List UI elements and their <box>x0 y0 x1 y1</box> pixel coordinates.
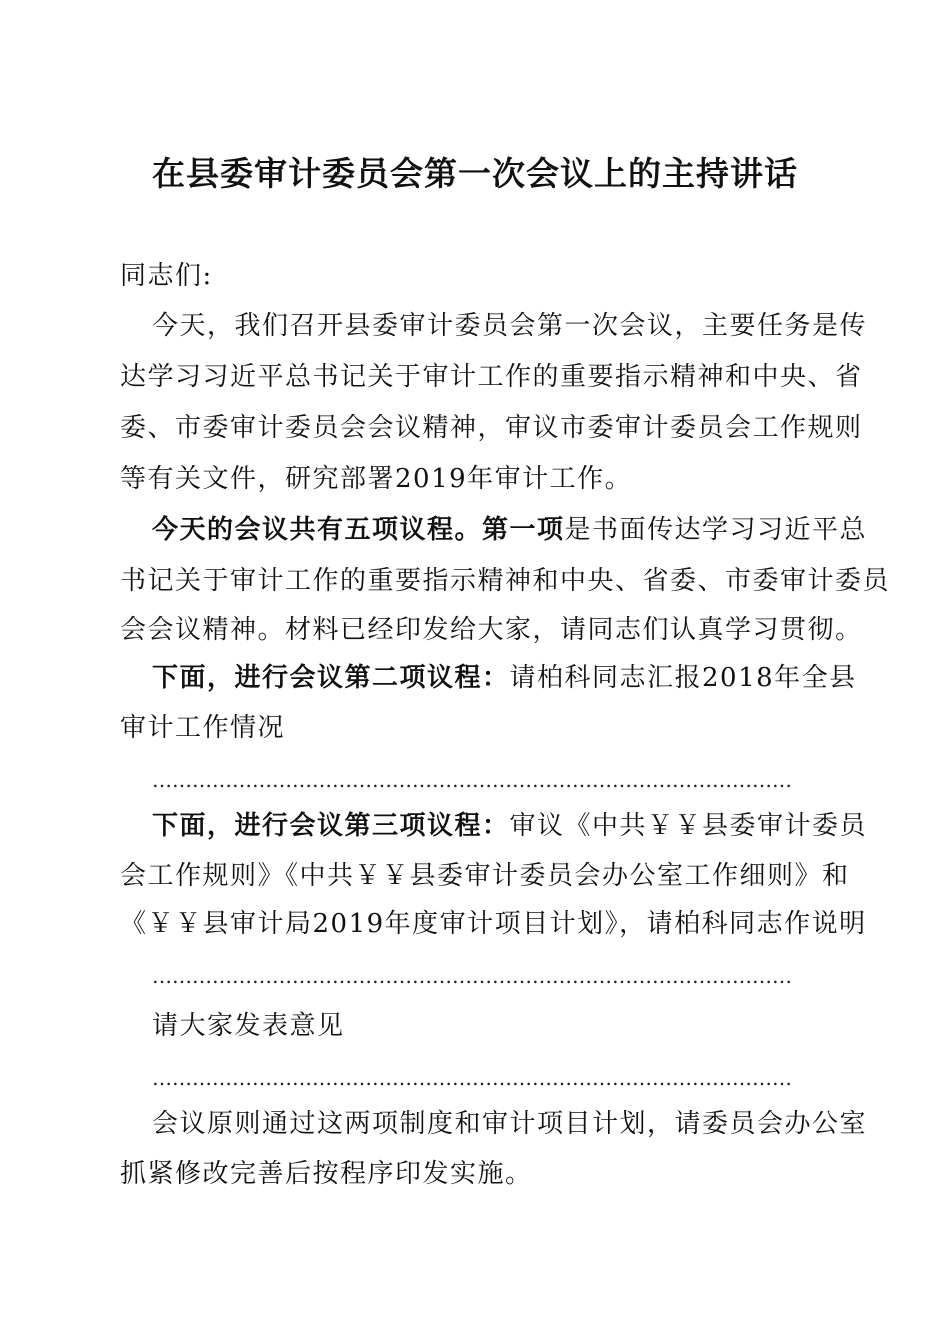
second-item-bold: 下面，进行会议第二项议程： <box>152 663 510 693</box>
paragraph-2-line-1 <box>152 512 867 548</box>
paragraph-6-line-1: 会议原则通过这两项制度和审计项目计划，请委员会办公室 <box>152 1109 868 1139</box>
salutation: 同志们: <box>120 261 213 291</box>
paragraph-4-line-3: 《￥￥县审计局2019年度审计项目计划》，请柏科同志作说明 <box>120 909 867 939</box>
paragraph-2-line-1-text: 是书面传达学习习近平总 <box>564 515 868 545</box>
paragraph-4-line-2: 会工作规则》《中共￥￥县委审计委员会办公室工作细则》和 <box>120 861 850 891</box>
agenda-intro-bold: 今天的会议共有五项议程。 <box>152 515 483 545</box>
paragraph-3-line-1 <box>152 660 857 696</box>
ellipsis-separator-2: …………………………………………………………………………………… <box>152 964 792 988</box>
paragraph-6-line-2: 抓紧修改完善后按程序印发实施。 <box>120 1159 533 1189</box>
paragraph-1-line-4: 等有关文件，研究部署2019年审计工作。 <box>120 464 633 494</box>
paragraph-3-line-2: 审计工作情况 <box>120 713 286 743</box>
paragraph-5: 请大家发表意见 <box>152 1011 345 1041</box>
first-item-bold: 第一项 <box>482 515 565 545</box>
ellipsis-separator-1: …………………………………………………………………………………… <box>152 768 792 792</box>
third-item-bold: 下面，进行会议第三项议程： <box>152 811 510 841</box>
paragraph-1-line-1: 今天，我们召开县委审计委员会第一次会议，主要任务是传 <box>152 311 868 341</box>
ellipsis-separator-3: …………………………………………………………………………………… <box>152 1066 792 1090</box>
paragraph-2-line-2: 书记关于审计工作的重要指示精神和中央、省委、市委审计委员 <box>120 566 891 596</box>
paragraph-4-line-1 <box>152 808 867 844</box>
paragraph-2-line-3: 会会议精神。材料已经印发给大家，请同志们认真学习贯彻。 <box>120 615 863 645</box>
paragraph-1-line-2: 达学习习近平总书记关于审计工作的重要指示精神和中央、省 <box>120 362 863 392</box>
document-title: 在县委审计委员会第一次会议上的主持讲话 <box>152 154 798 193</box>
paragraph-4-line-1-text: 审议《中共￥￥县委审计委员 <box>509 811 868 841</box>
paragraph-3-line-1-text: 请柏科同志汇报2018年全县 <box>509 663 857 693</box>
paragraph-1-line-3: 委、市委审计委员会会议精神，审议市委审计委员会工作规则 <box>120 413 863 443</box>
